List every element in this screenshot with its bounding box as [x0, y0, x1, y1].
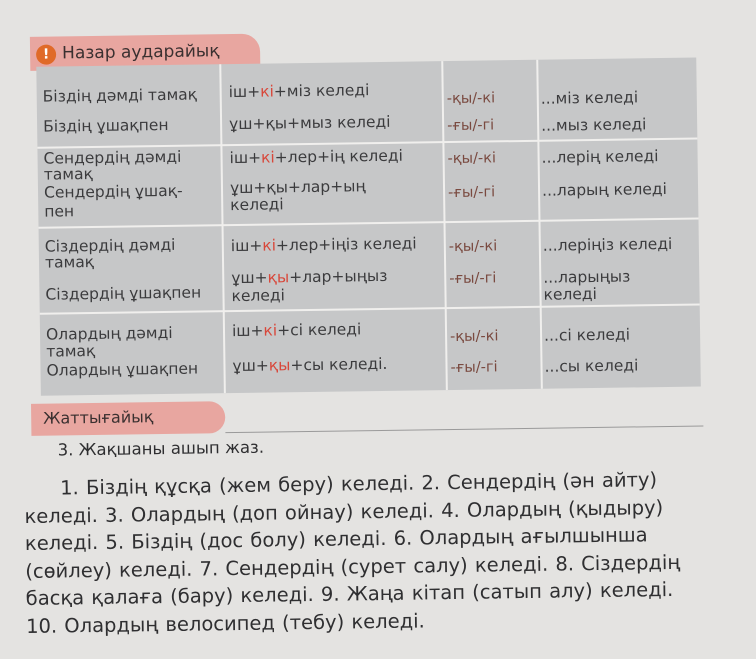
suffix-cell: -қы/-кі	[449, 328, 499, 346]
formula-cell-cont: келеді	[231, 286, 286, 306]
suffix-cell: -ғы/-гі	[449, 270, 497, 288]
exercise-line: 10. Олардың велосипед (тебу) келеді.	[25, 608, 425, 638]
exercise-line: 1. Біздің құсқа (жем беру) келеді. 2. Сендердің (ән айту)	[60, 468, 658, 500]
subject-cell: Олардың ұшақпен	[46, 359, 199, 380]
subject-cell-cont: тамақ	[44, 252, 95, 272]
practice-tab	[31, 401, 225, 436]
exercise-line: келеді. 3. Олардың (доп ойнау) келеді. 4. Олардың (қыдыру)	[24, 495, 664, 528]
subject-cell-cont: пен	[44, 202, 75, 221]
subject-cell: Сіздердің ұшақпен	[45, 283, 202, 304]
suffix-cell: -қы/-кі	[448, 238, 498, 256]
table-row	[40, 306, 701, 396]
suffix-cell: -ғы/-гі	[450, 359, 498, 377]
formula-cell: іш+кі+лер+ің келеді	[229, 146, 403, 168]
result-cell: ...міз келеді	[540, 88, 639, 108]
result-cell: ...ларыңыз	[543, 267, 631, 287]
subject-cell: Біздің ұшақпен	[43, 115, 169, 136]
suffix-cell: -ғы/-гі	[447, 117, 495, 135]
subject-cell: Олардың дәмді	[45, 323, 173, 344]
subject-cell-cont: тамақ	[46, 341, 96, 361]
exercise-line: басқа қалаға (бару) келеді. 9. Жаңа кітап (сатып алу) келеді.	[25, 577, 674, 610]
exclamation-icon: !	[36, 44, 56, 64]
table-row	[36, 58, 697, 149]
formula-cell: ұш+қы+лар+ыңыз	[231, 266, 388, 288]
formula-cell-cont: келеді	[230, 195, 284, 215]
divider	[225, 425, 703, 433]
formula-cell: ұш+қы+сы келеді.	[232, 354, 388, 376]
result-cell-cont: келеді	[543, 284, 598, 304]
formula-cell: іш+кі+лер+іңіз келеді	[230, 234, 417, 256]
attention-title: Назар аударайық	[61, 41, 220, 64]
subject-cell: Сіздердің дәмді	[44, 235, 176, 256]
subject-cell: Сендердің ұшақ-	[43, 181, 183, 202]
table-row	[39, 220, 700, 315]
formula-cell: ұш+қы+лар+ың	[229, 177, 366, 198]
subject-cell-cont: тамақ	[43, 164, 94, 184]
suffix-cell: -қы/-кі	[446, 90, 496, 108]
suffix-cell: -ғы/-гі	[447, 184, 496, 202]
result-cell: ...сы келеді	[544, 356, 639, 376]
result-cell: ...ларың келеді	[541, 179, 667, 200]
task-title: 3. Жақшаны ашып жаз.	[57, 437, 265, 460]
exercise-text	[24, 465, 726, 640]
result-cell: ...лерің келеді	[541, 147, 659, 167]
result-cell: ...мыз келеді	[541, 115, 647, 135]
table-row	[37, 140, 698, 229]
formula-cell: іш+кі+сі келеді	[231, 320, 362, 341]
grammar-table	[36, 58, 701, 396]
result-cell: ...леріңіз келеді	[542, 234, 673, 255]
practice-title: Жаттығайық	[43, 407, 154, 428]
result-cell: ...сі келеді	[543, 325, 631, 345]
formula-cell: іш+кі+міз келеді	[228, 81, 370, 102]
exercise-line: келеді. 5. Біздің (дос болу) келеді. 6. Олардың ағылшынша	[24, 523, 648, 555]
exercise-line: (сөйлеу) келеді. 7. Сендердің (сурет салу) келеді. 8. Сіздердің	[25, 550, 681, 583]
formula-cell: ұш+қы+мыз келеді	[228, 112, 391, 134]
subject-cell: Біздің дәмді тамақ	[42, 85, 198, 106]
subject-cell: Сендердің дәмді	[43, 147, 182, 168]
suffix-cell: -қы/-кі	[447, 150, 497, 168]
